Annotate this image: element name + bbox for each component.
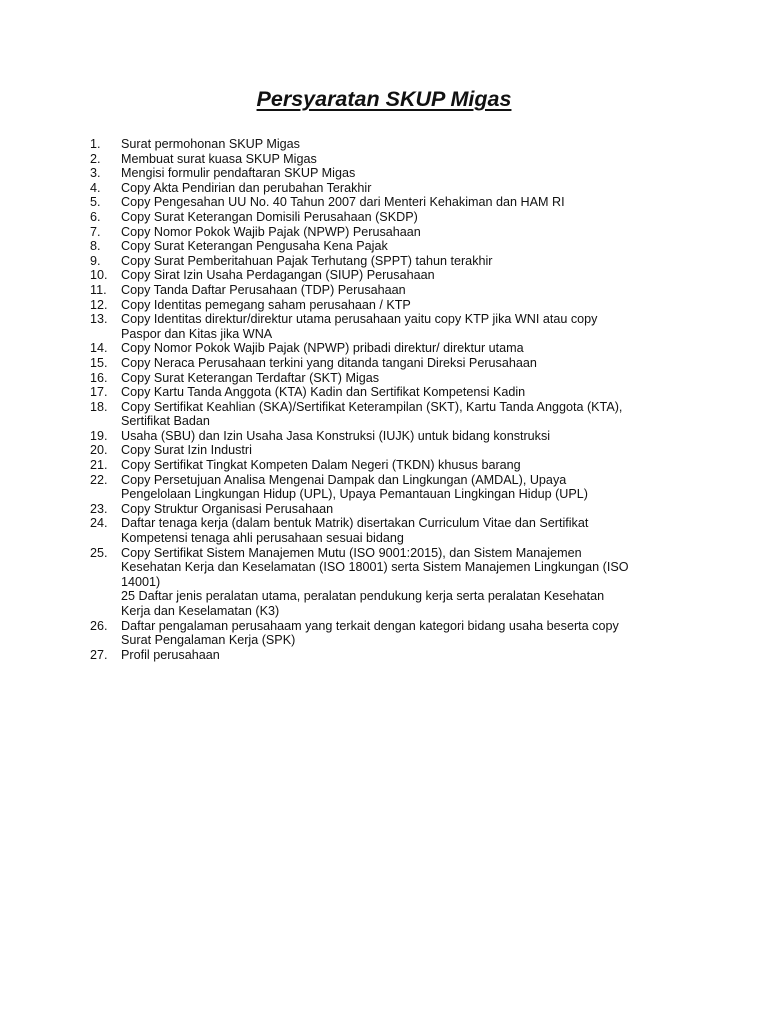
list-item [90,341,680,356]
list-item-number: 25. [90,545,108,560]
list-item-text: Copy Tanda Daftar Perusahaan (TDP) Perusahaan [121,282,406,297]
list-item-text: Copy Pengesahan UU No. 40 Tahun 2007 dari Menteri Kehakiman dan HAM RI [121,195,565,210]
list-item-text: Copy Identitas pemegang saham perusahaan / KTP [121,297,411,312]
list-item-text: Copy Sertifikat Tingkat Kompeten Dalam Negeri (TKDN) khusus barang [121,458,521,473]
list-item [90,400,680,429]
list-item [90,502,680,517]
list-item [90,152,680,167]
list-item [90,210,680,225]
list-item-number: 22. [90,472,108,487]
list-item-text: Usaha (SBU) dan Izin Usaha Jasa Konstruksi (IUJK) untuk bidang konstruksi [121,428,551,443]
list-item-number: 13. [90,312,108,327]
list-item-number: 11. [90,282,107,297]
list-item-number: 18. [90,399,108,414]
list-item-text: Membuat surat kuasa SKUP Migas [121,151,317,166]
list-item-number: 26. [90,618,108,633]
list-item [90,268,680,283]
list-item-text: Copy Nomor Pokok Wajib Pajak (NPWP) pribadi direktur/ direktur utama [121,341,524,356]
list-item [90,546,680,619]
list-item [90,312,680,341]
list-item-text: Copy Surat Pemberitahuan Pajak Terhutang (SPPT) tahun terakhir [121,253,493,268]
list-item [90,166,680,181]
list-item [90,473,680,502]
list-item-number: 3. [90,166,101,181]
list-item-number: 24. [90,516,108,531]
list-item-number: 4. [90,180,101,195]
list-item-text: Copy Struktur Organisasi Perusahaan [121,501,334,516]
list-item [90,371,680,386]
list-item-number: 12. [90,297,108,312]
list-item [90,385,680,400]
list-item-text: Daftar tenaga kerja (dalam bentuk Matrik) disertakan Curriculum Vitae dan Sertifikat Kompetensi tenaga ahli perusahaan sesuai bidang [121,516,589,546]
list-item [90,239,680,254]
list-item [90,181,680,196]
list-item-text: Copy Surat Keterangan Terdaftar (SKT) Migas [121,370,380,385]
list-item-text: Copy Surat Keterangan Pengusaha Kena Pajak [121,239,388,254]
list-item-number: 10. [90,268,108,283]
list-item-text: Copy Sirat Izin Usaha Perdagangan (SIUP) Perusahaan [121,268,435,283]
list-item-number: 14. [90,341,108,356]
list-item-number: 16. [90,370,108,385]
list-item-text: Copy Sertifikat Keahlian (SKA)/Sertifikat Keterampilan (SKT), Kartu Tanda Anggota (KTA), Sertifikat Badan [121,399,623,429]
list-item-number: 7. [90,224,101,239]
requirements-list [90,137,680,662]
list-item-number: 27. [90,647,108,662]
list-item [90,137,680,152]
list-item-text: Copy Sertifikat Sistem Manajemen Mutu (ISO 9001:2015), dan Sistem Manajemen Kesehatan Kerja dan Keselamatan (ISO 18001) serta Sistem Manajemen Lingkungan (ISO 14001) 25 Daftar jenis peralatan utama, peralatan pendukung kerja serta peralatan Kesehatan Kerja dan Keselamatan (K3) [121,545,629,618]
list-item-text: Copy Surat Keterangan Domisili Perusahaan (SKDP) [121,209,418,224]
list-item-number: 1. [90,137,101,151]
list-item-number: 23. [90,501,108,516]
document-title: Persyaratan SKUP Migas [256,87,512,111]
list-item-text: Copy Surat Izin Industri [121,443,252,458]
list-item-number: 5. [90,195,101,210]
list-item-text: Copy Kartu Tanda Anggota (KTA) Kadin dan Sertifikat Kompetensi Kadin [121,385,526,400]
list-item [90,254,680,269]
list-item-number: 8. [90,239,101,254]
list-item-text: Surat permohonan SKUP Migas [121,137,300,151]
list-item-number: 21. [90,458,108,473]
list-item-text: Profil perusahaan [121,647,220,662]
list-item-text: Copy Nomor Pokok Wajib Pajak (NPWP) Perusahaan [121,224,421,239]
list-item [90,516,680,545]
list-item-number: 17. [90,385,108,400]
list-item-text: Daftar pengalaman perusahaam yang terkait dengan kategori bidang usaha beserta copy Surat Pengalaman Kerja (SPK) [121,618,619,648]
list-item-number: 20. [90,443,108,458]
list-item [90,429,680,444]
list-item-number: 19. [90,428,108,443]
list-item-text: Copy Akta Pendirian dan perubahan Terakhir [121,180,372,195]
list-item [90,356,680,371]
list-item [90,225,680,240]
list-item-text: Copy Identitas direktur/direktur utama perusahaan yaitu copy KTP jika WNI atau copy Paspor dan Kitas jika WNA [121,312,598,341]
list-item-number: 15. [90,355,108,370]
list-item [90,443,680,458]
list-item-number: 2. [90,151,101,166]
list-item-text: Mengisi formulir pendaftaran SKUP Migas [121,166,356,181]
list-item [90,648,680,663]
list-item [90,283,680,298]
list-item [90,298,680,313]
list-item [90,619,680,648]
list-item-text: Copy Persetujuan Analisa Mengenai Dampak dan Lingkungan (AMDAL), Upaya Pengelolaan Lingkungan Hidup (UPL), Upaya Pemantauan Lingkingan Hidup (UPL) [121,472,588,502]
list-item-number: 9. [90,253,101,268]
list-item [90,195,680,210]
list-item-text: Copy Neraca Perusahaan terkini yang ditanda tangani Direksi Perusahaan [121,355,537,370]
list-item-number: 6. [90,209,101,224]
list-item [90,458,680,473]
